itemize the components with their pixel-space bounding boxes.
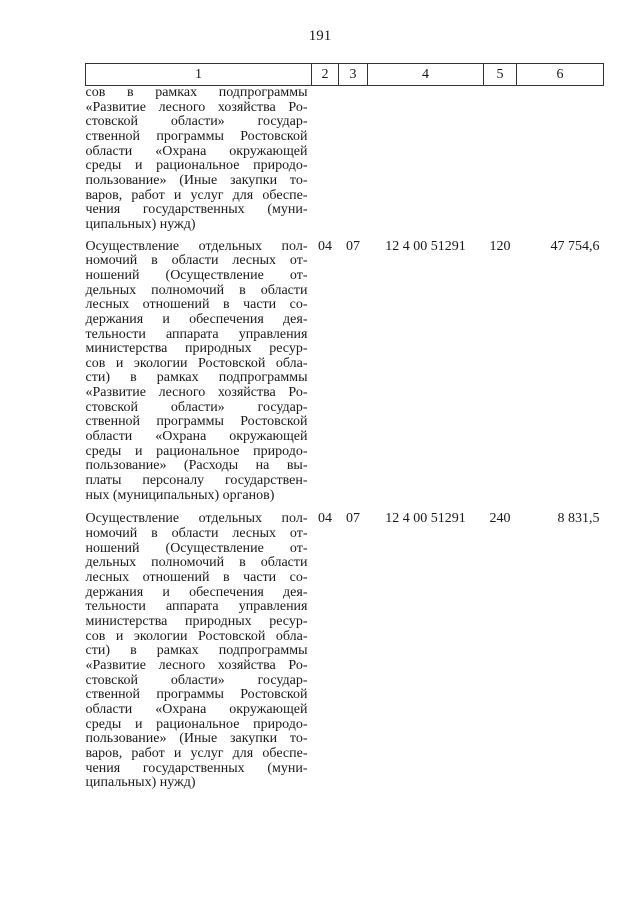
description-line: номочий в области лесных от- [85, 526, 308, 542]
target-article-code [368, 86, 484, 233]
description-line: «Развитие лесного хозяйства Ро- [85, 385, 308, 401]
description-line: ственной программы Ростовской [85, 128, 308, 144]
description-line: пользование» (Иные закупки то- [85, 731, 308, 747]
description-line: сов и экологии Ростовской обла- [85, 628, 308, 644]
section-code: 04 [318, 511, 332, 527]
description-line: ных (муниципальных) органов) [85, 487, 275, 503]
table-header-row [86, 64, 604, 86]
target-article-code: 12 4 00 51291 [385, 238, 466, 254]
subsection-code [339, 86, 368, 233]
section-code [312, 86, 339, 233]
table-row [86, 86, 604, 233]
description-line: платы персоналу государствен- [85, 473, 308, 489]
target-article-code: 12 4 00 51291 [385, 511, 466, 527]
description-line: среды и рациональное природо- [85, 158, 308, 174]
description-line: дельных полномочий в области [85, 282, 308, 298]
description-line: ципальных) нужд) [85, 775, 196, 791]
header-col-6: 6 [517, 64, 604, 86]
description-line: ношений (Осуществление от- [85, 540, 308, 556]
description-line: номочий в области лесных от- [85, 253, 308, 269]
description-line: стовской области» государ- [85, 399, 308, 415]
description-line: министерства природных ресур- [85, 341, 308, 357]
description-line: дельных полномочий в области [85, 555, 308, 571]
description-line: сти) в рамках подпрограммы [85, 643, 308, 659]
description-line: области «Охрана окружающей [85, 143, 308, 159]
description-line: области «Охрана окружающей [85, 701, 308, 717]
description-line: держания и обеспечения дея- [85, 584, 308, 600]
description-line: лесных отношений в части со- [85, 297, 308, 313]
description-line: области «Охрана окружающей [85, 429, 308, 445]
description-line: держания и обеспечения дея- [85, 311, 308, 327]
description-line: ственной программы Ростовской [85, 687, 308, 703]
description-line: сов и экологии Ростовской обла- [85, 355, 308, 371]
amount: 8 831,5 [557, 511, 600, 527]
description-line: тельности аппарата управления [85, 326, 308, 342]
header-col-2: 2 [312, 64, 339, 86]
budget-table [85, 63, 604, 793]
description-line: чения государственных (муни- [85, 202, 308, 218]
section-code: 04 [318, 238, 332, 254]
description-line: министерства природных ресур- [85, 613, 308, 629]
description-line: «Развитие лесного хозяйства Ро- [85, 657, 308, 673]
header-col-1: 1 [86, 64, 312, 86]
subsection-code: 07 [346, 238, 360, 254]
header-col-4: 4 [368, 64, 484, 86]
page-number: 191 [308, 28, 332, 44]
description-line: сов в рамках подпрограммы [85, 85, 308, 100]
header-col-3: 3 [339, 64, 368, 86]
description-line: чения государственных (муни- [85, 760, 308, 776]
expense-type-code [484, 86, 517, 233]
description-line: ственной программы Ростовской [85, 414, 308, 430]
description-line: стовской области» государ- [85, 672, 308, 688]
header-col-5: 5 [484, 64, 517, 86]
description-line: Осуществление отдельных пол- [85, 511, 308, 527]
description-line: тельности аппарата управления [85, 599, 308, 615]
description-line: стовской области» государ- [85, 114, 308, 130]
row-description [86, 86, 312, 233]
description-line: ципальных) нужд) [85, 216, 196, 232]
description-line: среды и рациональное природо- [85, 443, 308, 459]
subsection-code: 07 [346, 511, 360, 527]
description-line: «Развитие лесного хозяйства Ро- [85, 99, 308, 115]
row-description [86, 505, 312, 792]
description-line: лесных отношений в части со- [85, 570, 308, 585]
row-description [86, 233, 312, 506]
description-line: Осуществление отдельных пол- [85, 238, 308, 254]
amount [517, 86, 604, 233]
table-row [86, 505, 604, 792]
description-line: пользование» (Иные закупки то- [85, 172, 308, 188]
description-line: ношений (Осуществление от- [85, 267, 308, 283]
expense-type-code: 120 [489, 238, 511, 254]
description-line: варов, работ и услуг для обеспе- [85, 745, 308, 761]
amount: 47 754,6 [550, 238, 600, 254]
description-line: пользование» (Расходы на вы- [85, 458, 308, 474]
description-line: среды и рациональное природо- [85, 716, 308, 732]
expense-type-code: 240 [489, 511, 511, 527]
table-row [86, 233, 604, 506]
description-line: варов, работ и услуг для обеспе- [85, 187, 308, 203]
description-line: сти) в рамках подпрограммы [85, 370, 308, 386]
